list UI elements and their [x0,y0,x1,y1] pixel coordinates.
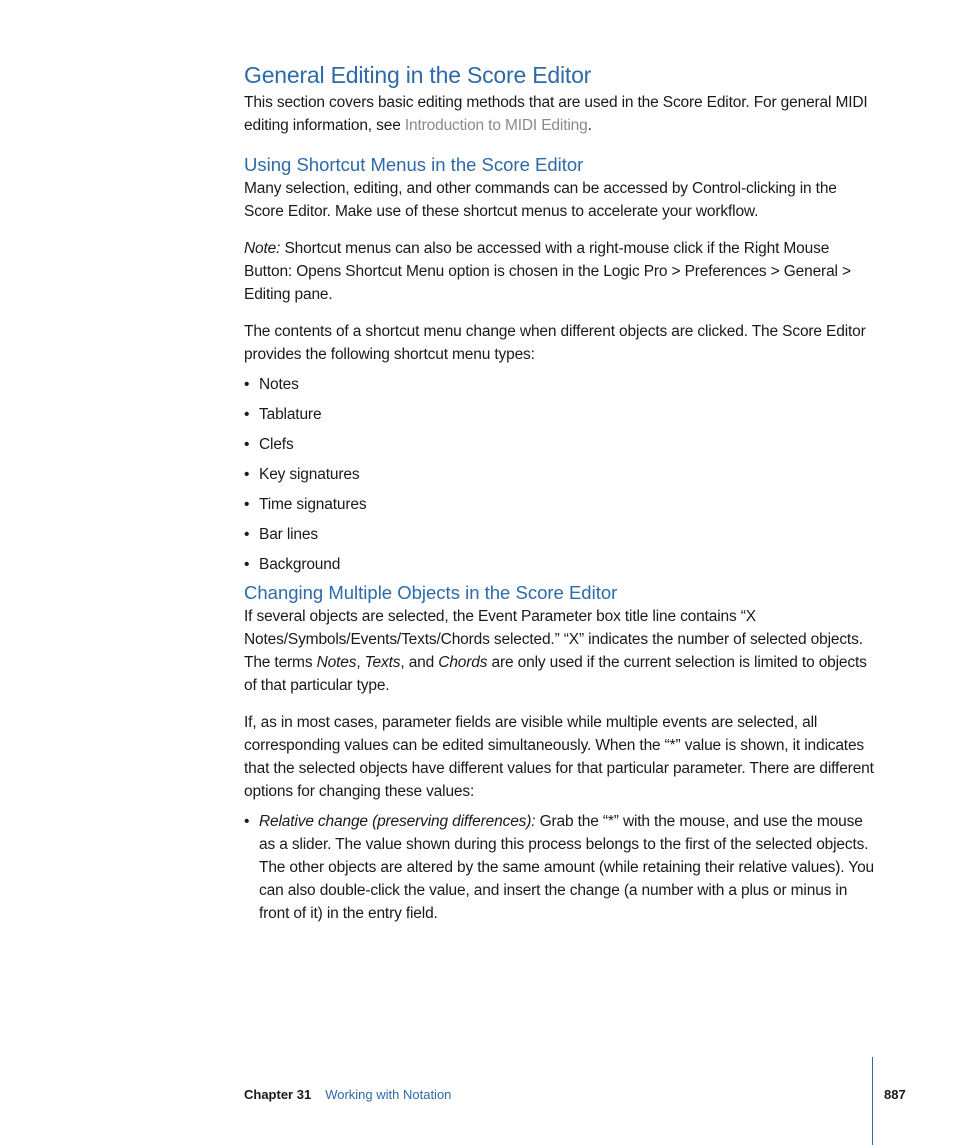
bullet-icon: • [244,496,250,513]
chapter-title-link[interactable]: Working with Notation [325,1087,452,1102]
note-text: Shortcut menus can also be accessed with a right-mouse click if the Right Mouse Button: Opens Shortcut Menu option is chosen in the Logic Pro > Preferences > General > Editing pane. [244,240,851,303]
paragraph-text: , [356,654,365,671]
list-item-label: Notes [259,376,299,393]
list-item-label: Bar lines [259,526,318,543]
bullet-icon: • [244,406,250,423]
bullet-icon: • [244,466,250,483]
paragraph-text: If several objects are selected, the Event Parameter box title line contains “X Notes/Symbols/Events/Texts/Chords selected.” “X” indicates the number of selected objects. The terms [244,608,863,671]
footer-chapter [244,1086,451,1104]
list-item [244,373,876,403]
relative-change-text: Grab the “*” with the mouse, and use the mouse as a slider. The value shown during this process belongs to the first of the selected objects. The other objects are altered by the same amount (while retaining their relative values). You can also double-click the value, and insert the change (a number with a plus or minus in front of it) in the entry field. [259,813,875,922]
list-item-label: Tablature [259,406,322,423]
section-title-general-editing: General Editing in the Score Editor [244,62,592,88]
bullet-icon: • [244,526,250,543]
shortcut-menu-types-paragraph: The contents of a shortcut menu change when different objects are clicked. The Score Editor provides the following shortcut menu types: [244,323,866,363]
term-texts: Texts [364,654,401,671]
term-notes: Notes [316,654,357,671]
bullet-icon: • [244,556,250,573]
multiple-objects-paragraph [244,605,876,697]
midi-editing-link[interactable]: Introduction to MIDI Editing [404,117,588,134]
list-item-label: Time signatures [259,496,367,513]
list-item [244,433,876,463]
paragraph-text: are only used if the current selection is limited to objects of that particular type. [244,654,867,694]
parameter-fields-paragraph: If, as in most cases, parameter fields are visible while multiple events are selected, all corresponding values can be edited simultaneously. When the “*” value is shown, it indicates that the selected objects have different values for that particular parameter. There are different options for changing these values: [244,714,874,800]
section-title-multiple-objects: Changing Multiple Objects in the Score Editor [244,582,618,603]
list-item-label: Clefs [259,436,294,453]
list-item-label: Key signatures [259,466,360,483]
chapter-number: Chapter 31 [244,1087,312,1102]
bullet-icon: • [244,436,250,453]
list-item [244,523,876,553]
term-chords: Chords [438,654,488,671]
bullet-icon: • [244,813,250,830]
footer-divider [872,1057,873,1145]
list-item [244,403,876,433]
bullet-icon: • [244,376,250,393]
note-label: Note: [244,240,281,257]
shortcut-menus-paragraph: Many selection, editing, and other commands can be accessed by Control-clicking in the Score Editor. Make use of these shortcut menus to accelerate your workflow. [244,180,837,220]
paragraph-text: , and [400,654,439,671]
note-paragraph [244,237,876,306]
list-item [244,493,876,523]
intro-paragraph [244,91,876,137]
list-item [244,463,876,493]
intro-text: This section covers basic editing methods that are used in the Score Editor. For general MIDI editing information, see [244,94,868,134]
list-item [244,810,876,925]
page-content [244,60,876,925]
page-number: 887 [884,1087,906,1102]
list-item [244,553,876,579]
shortcut-menu-types-list [244,373,876,579]
section-title-shortcut-menus: Using Shortcut Menus in the Score Editor [244,154,584,175]
intro-text-end: . [587,117,592,134]
relative-change-label: Relative change (preserving differences): [259,813,536,830]
list-item-label: Background [259,556,341,573]
